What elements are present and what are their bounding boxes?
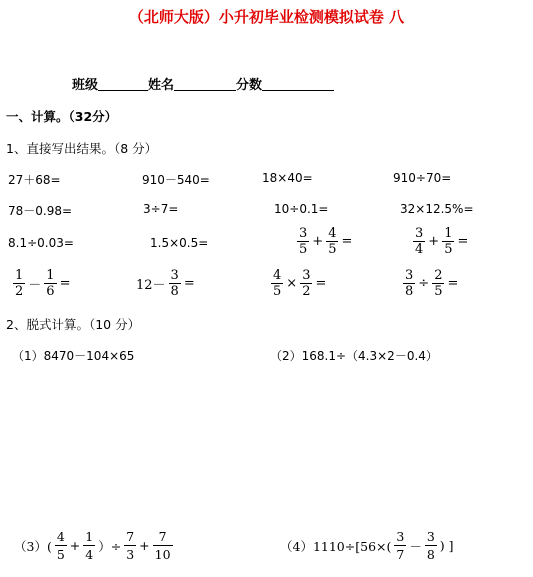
problem-r2-2: 3÷7= [143,202,179,216]
problem-r4-3: $\frac{4}{5}$ × $\frac{3}{2}$ = [273,268,327,299]
class-label: 班级 [72,78,99,93]
score-label: 分数 [236,78,263,93]
fraction: $\frac{2}{5}$ [434,268,443,299]
fraction: $\frac{4}{5}$ [56,529,65,562]
fraction: $\frac{1}{5}$ [444,226,453,257]
problem-r4-4: $\frac{3}{8}$ ÷ $\frac{2}{5}$ = [405,268,459,299]
problem-q1: （1）8470－104×65 [12,349,135,363]
class-blank [98,77,148,91]
student-info-line [72,74,334,93]
fraction: $\frac{3}{8}$ [426,529,435,562]
problem-r1-3: 18×40= [262,171,313,185]
problem-r2-4: 32×12.5%= [400,202,474,216]
fraction: $\frac{3}{2}$ [302,268,311,299]
problem-r3-3: $\frac{3}{5}$ + $\frac{4}{5}$ = [299,226,353,257]
problem-r4-1: $\frac{1}{2}$ － $\frac{1}{6}$ = [15,268,71,299]
problem-r1-1: 27＋68= [8,173,61,187]
score-blank [262,77,334,91]
part1-heading: 1、直接写出结果。（8 分） [6,141,158,156]
fraction: $\frac{4}{5}$ [273,268,282,299]
fraction: $\frac{1}{4}$ [85,529,94,562]
problem-r1-2: 910－540= [142,173,210,187]
page-title: （北师大版）小升初毕业检测模拟试卷 八 [128,8,405,26]
problem-r4-2: 12－ $\frac{3}{8}$ = [136,268,195,299]
problem-r3-4: $\frac{3}{4}$ + $\frac{1}{5}$ = [415,226,469,257]
problem-q4: （4）1110÷[56×( $\frac{3}{7}$ － $\frac{3}{8}$ ) ] [280,529,454,562]
problem-r1-4: 910÷70= [393,171,452,185]
problem-r2-1: 78－0.98= [8,204,73,218]
fraction: $\frac{1}{6}$ [46,268,55,299]
fraction: $\frac{7}{3}$ [126,529,135,562]
name-label: 姓名 [148,78,175,93]
fraction: $\frac{3}{5}$ [299,226,308,257]
fraction: $\frac{3}{7}$ [396,529,405,562]
fraction: $\frac{4}{5}$ [328,226,337,257]
name-blank [174,77,236,91]
problem-r3-1: 8.1÷0.03= [8,236,74,250]
section-heading: 一、计算。（32分） [6,109,118,124]
problem-r2-3: 10÷0.1= [274,202,329,216]
fraction: $\frac{3}{8}$ [405,268,414,299]
fraction: $\frac{3}{4}$ [415,226,424,257]
problem-r3-2: 1.5×0.5= [150,236,209,250]
fraction: $\frac{7}{10}$ [154,529,171,562]
fraction: $\frac{1}{2}$ [15,268,24,299]
problem-q2: （2）168.1÷（4.3×2－0.4） [270,349,438,363]
fraction: $\frac{3}{8}$ [170,268,179,299]
part2-heading: 2、脱式计算。（10 分） [6,317,141,332]
problem-q3: （3）( $\frac{4}{5}$ + $\frac{1}{4}$ ）÷ $\frac{7}{3}$ + $\frac{7}{10}$ [14,529,171,562]
